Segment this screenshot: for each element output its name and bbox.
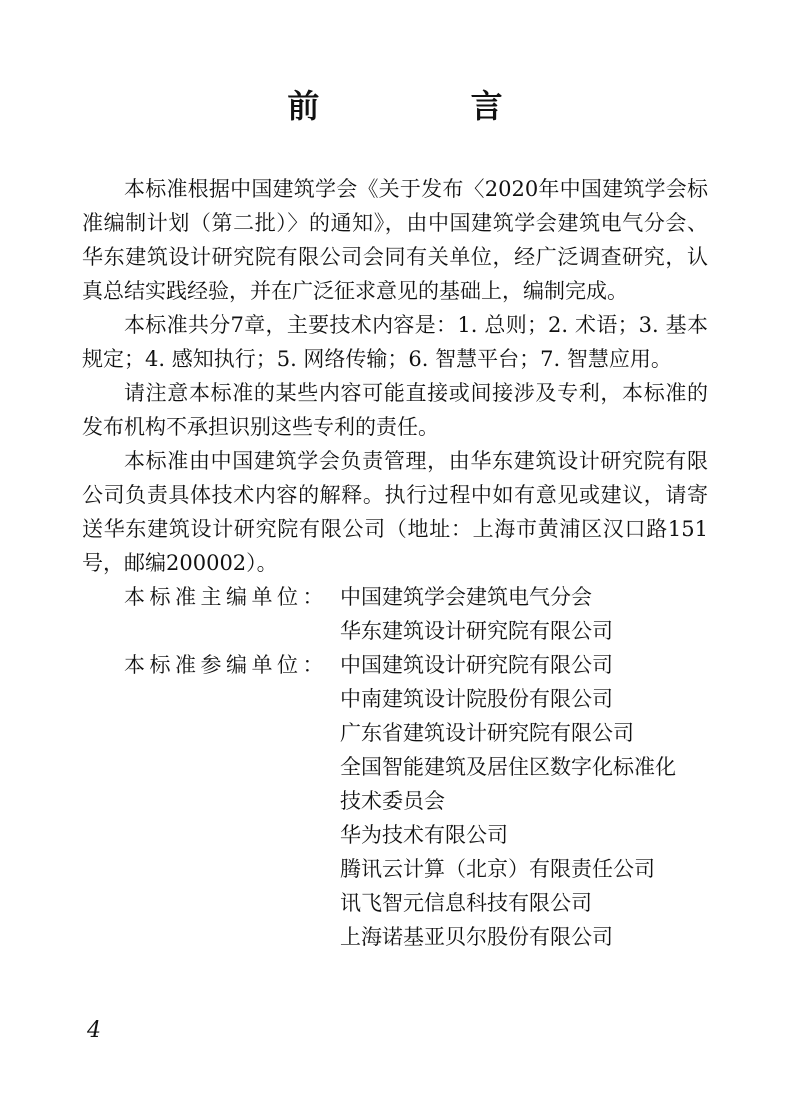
chief-editor-units <box>340 580 708 648</box>
co-editor-units <box>340 648 708 954</box>
paragraph-contents: 本标准共分7章，主要技术内容是：1. 总则；2. 术语；3. 基本规定；4. 感知执行；5. 网络传输；6. 智慧平台；7. 智慧应用。 <box>82 313 708 371</box>
co-editor-unit: 华为技术有限公司 <box>340 823 508 847</box>
co-editor-unit: 技术委员会 <box>340 789 445 813</box>
chief-editor-row <box>82 580 708 648</box>
page-number: 4 <box>87 1018 101 1043</box>
editing-units <box>82 580 708 954</box>
co-editor-label: 本标准参编单位： <box>124 653 328 677</box>
co-editor-unit: 中南建筑设计院股份有限公司 <box>340 687 613 711</box>
chief-editor-unit: 华东建筑设计研究院有限公司 <box>340 619 613 643</box>
paragraph-management: 本标准由中国建筑学会负责管理，由华东建筑设计研究院有限公司负责具体技术内容的解释。执行过程中如有意见或建议，请寄送华东建筑设计研究院有限公司（地址：上海市黄浦区汉口路151号，邮编200002）。 <box>82 449 708 575</box>
chief-editor-label: 本标准主编单位： <box>124 585 328 609</box>
page-title: 前 言 <box>287 87 573 125</box>
chief-editor-unit: 中国建筑学会建筑电气分会 <box>340 585 592 609</box>
co-editor-row <box>82 648 708 954</box>
co-editor-unit: 讯飞智元信息科技有限公司 <box>340 891 592 915</box>
preface-body <box>82 172 708 954</box>
co-editor-unit: 上海诺基亚贝尔股份有限公司 <box>340 925 613 949</box>
paragraph-patent-notice: 请注意本标准的某些内容可能直接或间接涉及专利，本标准的发布机构不承担识别这些专利的责任。 <box>82 381 708 439</box>
co-editor-unit: 全国智能建筑及居住区数字化标准化 <box>340 755 676 779</box>
co-editor-unit: 广东省建筑设计研究院有限公司 <box>340 721 634 745</box>
co-editor-unit: 腾讯云计算（北京）有限责任公司 <box>340 857 655 881</box>
paragraph-background: 本标准根据中国建筑学会《关于发布〈2020年中国建筑学会标准编制计划（第二批）〉的通知》，由中国建筑学会建筑电气分会、华东建筑设计研究院有限公司会同有关单位，经广泛调查研究，认真总结实践经验，并在广泛征求意见的基础上，编制完成。 <box>82 177 708 303</box>
co-editor-unit: 中国建筑设计研究院有限公司 <box>340 653 613 677</box>
